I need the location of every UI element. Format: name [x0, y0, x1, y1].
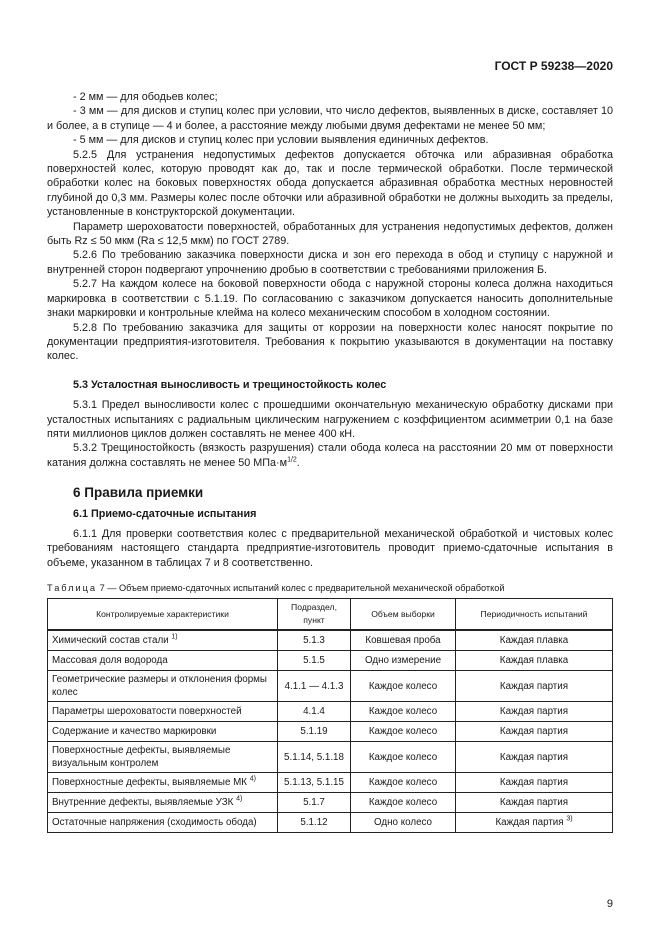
table-cell — [278, 671, 351, 702]
table-cell — [351, 651, 456, 671]
table-cell — [48, 813, 278, 833]
cell-text: 4.1.1 — 4.1.3 — [284, 680, 344, 692]
table-row — [48, 813, 613, 833]
table-row — [48, 702, 613, 722]
paragraph: - 5 мм — для дисков и ступиц колес при условии выявления единичных дефектов. — [73, 134, 489, 147]
cell-text: 4.1.4 — [303, 706, 325, 718]
cell-text: Каждое колесо — [368, 777, 438, 789]
cell-text: 5.1.3 — [303, 635, 325, 647]
paragraph: 5.2.6 По требованию заказчика поверхности диска и зон его перехода в обод и ступицу с наружной и внутренней сторон подвергают упрочнению дробью в соответствии с требованиями приложения Б. — [47, 249, 613, 276]
table-row — [48, 722, 613, 742]
cell-text: Каждое колесо — [368, 797, 438, 809]
paragraph: 5.2.7 На каждом колесе на боковой поверхности обода с наружной стороны колеса должна находиться маркировка в соответствии с 5.1.19. По согласованию с заказчиком допускается наносить дополнительные знаки маркировки и контрольные клейма на колесо механическим способом в холодном состоянии. — [47, 278, 613, 320]
table-cell — [278, 773, 351, 793]
section-5-3-heading: 5.3 Усталостная выносливость и трещиностойкость колес — [73, 378, 387, 391]
table-cell — [456, 651, 613, 671]
caption-text: 7 — Объем приемо-сдаточных испытаний колес с предварительной механической обработкой — [97, 583, 505, 594]
paragraph: Параметр шероховатости поверхностей, обработанных для устранения недопустимых дефектов, должен быть Rz ≤ 50 мкм (Ra ≤ 12,5 мкм) по ГОСТ 2789. — [47, 220, 613, 248]
table-row — [48, 773, 613, 793]
table-row — [48, 742, 613, 773]
paragraph-6-1-1: 6.1.1 Для проверки соответствия колес с предварительной механической обработкой и чистовых колес требованиям настоящего стандарта предприятие-изготовитель проводит приемо-сдаточные испытания в объеме, указанном в таблицах 7 и 8 соответственно. — [47, 527, 613, 569]
cell-text: Каждая партия — [499, 726, 569, 738]
cell-text: Каждая партия — [499, 797, 569, 809]
table-cell — [278, 742, 351, 773]
paragraph-5-3-2 — [47, 441, 613, 470]
table-cell — [351, 773, 456, 793]
cell-text: Одно измерение — [364, 655, 442, 667]
table-cell — [456, 742, 613, 773]
table-cell — [351, 813, 456, 833]
footnote-ref: 3) — [566, 815, 573, 823]
cell-text: Ковшевая проба — [365, 635, 441, 647]
cell-text: 5.1.7 — [303, 797, 325, 809]
table-cell — [48, 651, 278, 671]
column-header: Контролируемые характеристики — [48, 599, 278, 631]
table-cell — [48, 722, 278, 742]
cell-text: Массовая доля водорода — [52, 655, 168, 667]
table-row — [48, 630, 613, 651]
cell-text: Параметры шероховатости поверхностей — [52, 706, 242, 718]
cell-text: 5.1.19 — [300, 726, 328, 738]
table-cell — [278, 702, 351, 722]
table-cell — [278, 813, 351, 833]
cell-text: Поверхностные дефекты, выявляемые МК — [52, 777, 247, 789]
cell-text: Каждая партия — [499, 706, 569, 718]
table-row — [48, 651, 613, 671]
table-cell — [351, 671, 456, 702]
cell-text: Каждое колесо — [368, 726, 438, 738]
cell-text: Остаточные напряжения (сходимость обода) — [52, 817, 257, 829]
table-cell — [456, 722, 613, 742]
page-number: 9 — [606, 898, 613, 910]
table-cell — [278, 722, 351, 742]
column-header: Подраздел, пункт — [278, 599, 351, 631]
table-cell — [456, 773, 613, 793]
table-cell — [48, 702, 278, 722]
paragraph: 5.2.8 По требованию заказчика для защиты от коррозии на поверхности колес наносят покрытие по документации предприятия-изготовителя. Требования к покрытию указываются в документации на поставку колес. — [47, 321, 613, 363]
table-row — [48, 793, 613, 813]
cell-text: Каждое колесо — [368, 751, 438, 763]
table-cell — [48, 793, 278, 813]
cell-text: Каждое колесо — [368, 680, 438, 692]
cell-text: 5.1.14, 5.1.18 — [284, 751, 344, 763]
cell-text: Поверхностные дефекты, выявляемые визуальным контролем — [52, 745, 231, 770]
section-5-2-paragraphs — [47, 90, 613, 364]
table-cell — [351, 793, 456, 813]
paragraph: - 2 мм — для ободьев колес; — [73, 91, 218, 103]
cell-text: Каждая партия — [499, 680, 569, 692]
cell-text: Каждая партия — [499, 751, 569, 763]
table-cell — [456, 671, 613, 702]
footnote-ref: 4) — [249, 775, 256, 783]
paragraph-text: 5.3.2 Трещиностойкость (вязкость разрушения) стали обода колеса на расстоянии 20 мм от поверхности катания должна составлять не менее 50 МПа·м — [47, 442, 613, 469]
cell-text: Каждое колесо — [368, 706, 438, 718]
cell-text: Каждая партия — [495, 817, 564, 829]
paragraph: - 3 мм — для дисков и ступиц колес при условии, что число дефектов, выявленных в диске, составляет 10 и более, а в ступице — 4 и более, а расстояние между любыми двумя дефектами не менее 50 мм; — [47, 105, 613, 132]
table-cell — [456, 793, 613, 813]
page-body — [47, 90, 613, 833]
cell-text: Каждая партия — [499, 777, 569, 789]
table-cell — [48, 630, 278, 651]
cell-text: 5.1.13, 5.1.15 — [284, 777, 344, 789]
paragraph-5-3-1: 5.3.1 Предел выносливости колес с прошедшими окончательную механическую обработку дисками при усталостных испытаниях с радиальным циклическим нагружением с коэффициентом асимметрии 0,1 на базе пяти миллионов циклов должен составлять не менее 400 кН. — [47, 399, 613, 440]
table-cell — [351, 742, 456, 773]
column-header: Объем выборки — [351, 599, 456, 631]
cell-text: Одно колесо — [374, 817, 432, 829]
table-cell — [278, 793, 351, 813]
table-cell — [48, 773, 278, 793]
superscript: 1/2 — [287, 456, 297, 464]
table-cell — [351, 630, 456, 651]
paragraph-end: . — [296, 456, 300, 469]
cell-text: Геометрические размеры и отклонения формы колес — [52, 674, 267, 699]
document-code: ГОСТ Р 59238—2020 — [494, 59, 613, 73]
cell-text: 5.1.12 — [300, 817, 328, 829]
table-cell — [351, 702, 456, 722]
cell-text: Каждая плавка — [499, 635, 569, 647]
table-row — [48, 671, 613, 702]
table-cell — [351, 722, 456, 742]
cell-text: Химический состав стали — [52, 635, 169, 647]
table-cell — [278, 651, 351, 671]
paragraph: 5.2.5 Для устранения недопустимых дефектов допускается обточка или абразивная обработка поверхностей колес, которую проводят как до, так и после термической обработки. После термической обработки колес на боковых поверхностях обода допускается абразивная обработка местных неровностей глубиной до 0,3 мм. Размеры колес после обточки или абразивной обработки не должны выходить за пределы, установленные в конструкторской документации. — [47, 148, 613, 219]
footnote-ref: 1) — [171, 633, 178, 641]
cell-text: Внутренние дефекты, выявляемые УЗК — [52, 797, 234, 809]
footnote-ref: 4) — [236, 795, 243, 803]
table-cell — [456, 813, 613, 833]
caption-label: Таблица — [47, 583, 98, 594]
table-7 — [47, 598, 613, 833]
section-6-heading: 6 Правила приемки — [73, 485, 204, 501]
table-cell — [278, 630, 351, 651]
cell-text: 5.1.5 — [303, 655, 325, 667]
table-cell — [48, 671, 278, 702]
cell-text: Каждая плавка — [499, 655, 569, 667]
table-cell — [456, 630, 613, 651]
cell-text: Содержание и качество маркировки — [52, 726, 217, 738]
table-cell — [456, 702, 613, 722]
table-caption — [47, 582, 613, 594]
column-header: Периодичность испытаний — [456, 599, 613, 631]
table-cell — [48, 742, 278, 773]
section-6-1-heading: 6.1 Приемо-сдаточные испытания — [73, 507, 257, 520]
